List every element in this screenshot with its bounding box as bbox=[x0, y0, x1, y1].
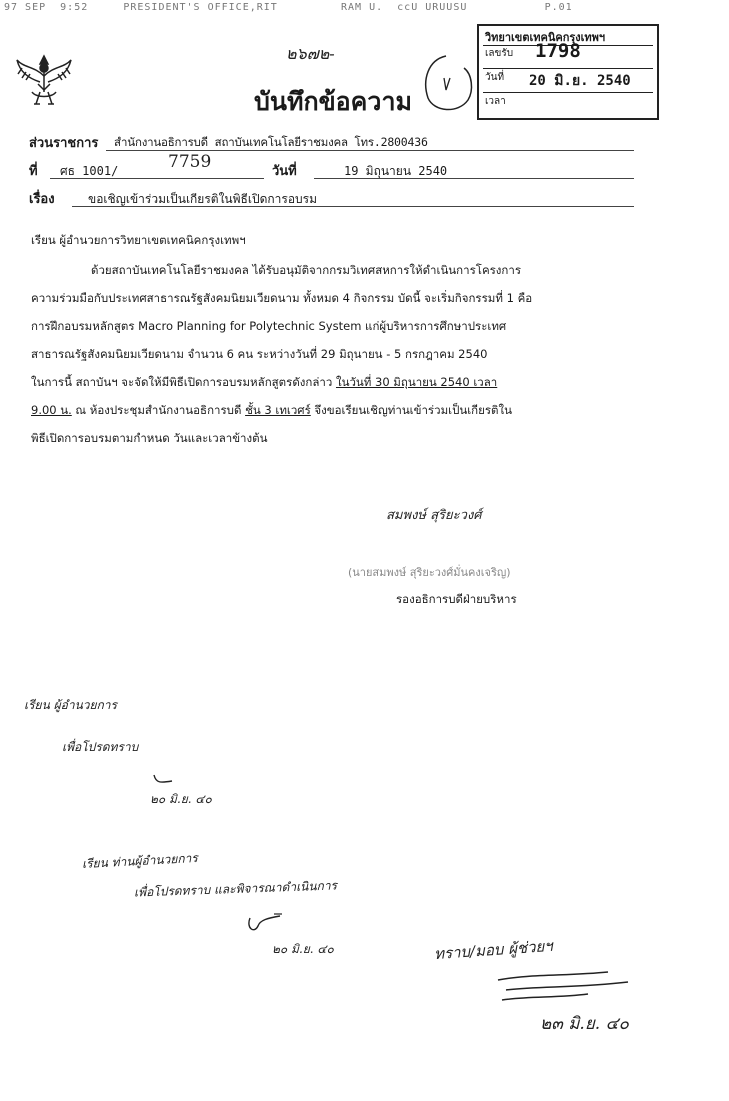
ref-value: ศธ 1001/ bbox=[60, 164, 119, 178]
stamp-date-label: วันที่ bbox=[485, 72, 505, 83]
note-initials-1 bbox=[152, 770, 174, 789]
ref-label: ที่ bbox=[29, 164, 38, 179]
stamp-time-label: เวลา bbox=[485, 96, 506, 107]
body-line-6-place: ณ ห้องประชุมสำนักงานอธิการบดี bbox=[71, 403, 246, 417]
body-line-5-text: ในการนี้ สถาบันฯ จะจัดให้มีพิธีเปิดการอบรมหลักสูตรดังกล่าว bbox=[31, 375, 336, 389]
stamp-date: 20 มิ.ย. 2540 bbox=[529, 73, 631, 89]
agency-underline bbox=[106, 150, 634, 151]
signer-name: (นายสมพงษ์ สุริยะวงศ์มั่นคงเจริญ) bbox=[348, 566, 511, 579]
memo-title: บันทึกข้อความ bbox=[254, 87, 412, 116]
body-line-3: การฝึกอบรมหลักสูตร Macro Planning for Polytechnic System แก่ผู้บริหารการศึกษาประเทศ bbox=[31, 319, 507, 333]
signer-position: รองอธิการบดีฝ่ายบริหาร bbox=[396, 592, 517, 606]
circle-mark bbox=[418, 52, 476, 120]
date-label: วันที่ bbox=[272, 164, 297, 179]
salutation: เรียน ผู้อำนวยการวิทยาเขตเทคนิคกรุงเทพฯ bbox=[31, 233, 246, 247]
subject-value: ขอเชิญเข้าร่วมเป็นเกียรติในพิธีเปิดการอบรม bbox=[88, 192, 318, 206]
agency-value: สำนักงานอธิการบดี สถาบันเทคโนโลยีราชมงคล โทร.2800436 bbox=[114, 135, 428, 149]
body-line-5-underlined: ในวันที่ 30 มิถุนายน 2540 เวลา bbox=[335, 375, 498, 389]
receipt-stamp bbox=[477, 24, 659, 120]
note-8: ๒๓ มิ.ย. ๔๐ bbox=[540, 1014, 629, 1034]
body-line-6 bbox=[31, 396, 651, 424]
memo-body bbox=[31, 256, 651, 452]
subject-underline bbox=[72, 206, 634, 207]
body-line-2: ความร่วมมือกับประเทศสาธารณรัฐสังคมนิยมเวียดนาม ทั้งหมด 4 กิจกรรม บัดนี้ จะเริ่มกิจกรรมที่ 1 คือ bbox=[31, 291, 533, 305]
date-underline bbox=[314, 178, 634, 179]
subject-label: เรื่อง bbox=[29, 192, 55, 207]
body-line-5 bbox=[31, 368, 651, 396]
note-7: ทราบ/มอบ ผู้ช่วยฯ bbox=[433, 936, 554, 964]
stamp-receipt-label: เลขรับ bbox=[485, 48, 514, 59]
handwritten-top-number: ๒๖๗๒- bbox=[286, 44, 335, 63]
note-4: เรียน ท่านผู้อำนวยการ bbox=[81, 850, 199, 872]
body-line-6-invite: จึงขอเรียนเชิญท่านเข้าร่วมเป็นเกียรติใน bbox=[310, 403, 512, 417]
body-line-7: พิธีเปิดการอบรมตามกำหนด วันและเวลาข้างต้น bbox=[31, 431, 268, 445]
body-line-1: ด้วยสถาบันเทคโนโลยีราชมงคล ได้รับอนุมัติจากกรมวิเทศสหการให้ดำเนินการโครงการ bbox=[91, 263, 522, 277]
note-3: ๒๐ มิ.ย. ๔๐ bbox=[150, 792, 212, 806]
ref-number: 7759 bbox=[168, 152, 212, 172]
agency-label: ส่วนราชการ bbox=[29, 136, 99, 151]
fax-header: 97 SEP 9:52 PRESIDENT'S OFFICE,RIT RAM U. ccU URUUSU P.01 bbox=[4, 2, 573, 13]
note-2: เพื่อโปรดทราบ bbox=[62, 740, 139, 754]
body-line-4: สาธารณรัฐสังคมนิยมเวียดนาม จำนวน 6 คน ระหว่างวันที่ 29 มิถุนายน - 5 กรกฎาคม 2540 bbox=[31, 347, 488, 361]
garuda-emblem bbox=[14, 48, 74, 110]
note-1: เรียน ผู้อำนวยการ bbox=[24, 698, 117, 712]
note-6: ๒๐ มิ.ย. ๔๐ bbox=[272, 942, 334, 956]
signature-scribble: สมพงษ์ สุริยะวงศ์ bbox=[386, 508, 482, 523]
body-line-6-time: 9.00 น. bbox=[31, 403, 72, 417]
date-value: 19 มิถุนายน 2540 bbox=[344, 164, 448, 178]
body-line-6-floor: ชั้น 3 เทเวศร์ bbox=[245, 403, 311, 417]
note-5: เพื่อโปรดทราบ และพิจารณาดำเนินการ bbox=[133, 878, 338, 900]
stamp-org: วิทยาเขตเทคนิคกรุงเทพฯ bbox=[485, 31, 606, 44]
stamp-receipt-number: 1798 bbox=[535, 40, 581, 62]
ref-underline bbox=[50, 178, 264, 179]
